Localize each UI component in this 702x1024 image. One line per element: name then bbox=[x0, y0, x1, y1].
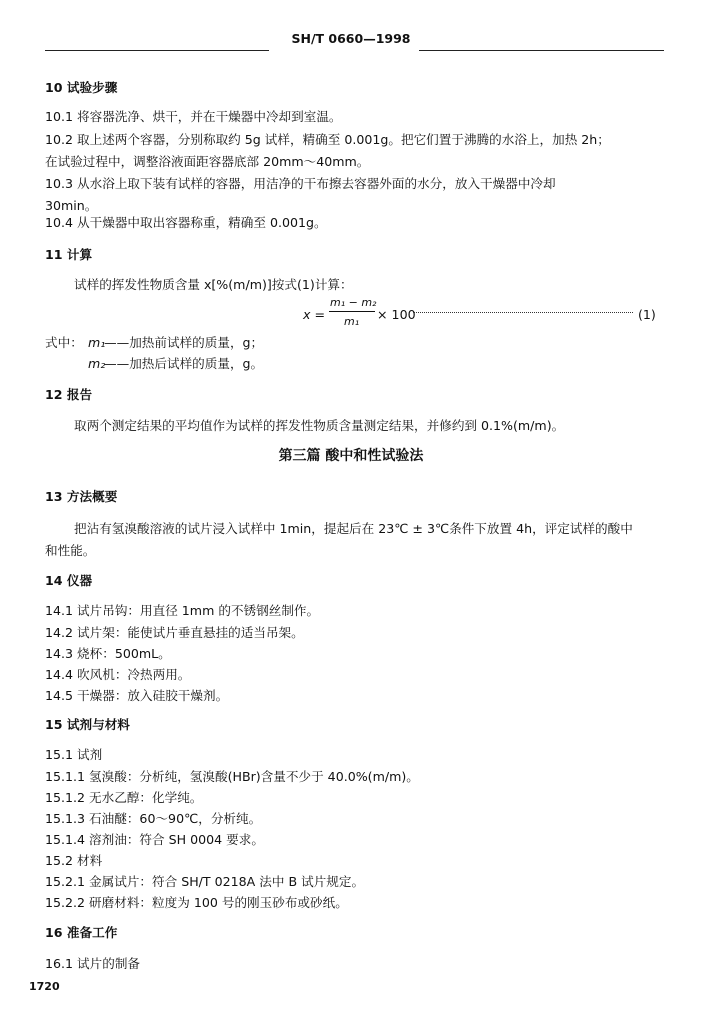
formula-times-100: × 100 bbox=[377, 307, 416, 322]
clause-14-5: 14.5 干燥器：放入硅胶干燥剂。 bbox=[45, 688, 229, 703]
clause-14-1: 14.1 试片吊钩：用直径 1mm 的不锈钢丝制作。 bbox=[45, 603, 320, 618]
fraction-bar bbox=[329, 311, 375, 312]
clause-10-3-line2: 30min。 bbox=[45, 198, 98, 213]
header-rule-right bbox=[419, 50, 664, 51]
method-summary-line1: 把沾有氢溴酸溶液的试片浸入试样中 1min，提起后在 23℃ ± 3℃条件下放置 4h，评定试样的酸中 bbox=[74, 521, 633, 536]
formula-leader-dots bbox=[413, 312, 633, 313]
part-3-title: 第三篇 酸中和性试验法 bbox=[278, 448, 424, 464]
clause-15-1-2: 15.1.2 无水乙醇：化学纯。 bbox=[45, 790, 203, 805]
clause-16-1: 16.1 试片的制备 bbox=[45, 956, 141, 971]
section-10-heading: 10 试验步骤 bbox=[45, 80, 118, 95]
clause-15-1-4: 15.1.4 溶剂油：符合 SH 0004 要求。 bbox=[45, 832, 264, 847]
formula-number: (1) bbox=[638, 307, 656, 322]
clause-15-1-3: 15.1.3 石油醚：60～90℃，分析纯。 bbox=[45, 811, 262, 826]
clause-10-2-line2: 在试验过程中，调整浴液面距容器底部 20mm～40mm。 bbox=[45, 154, 370, 169]
clause-15-1-1: 15.1.1 氢溴酸：分析纯，氢溴酸(HBr)含量不少于 40.0%(m/m)。 bbox=[45, 769, 419, 784]
clause-14-4: 14.4 吹风机：冷热两用。 bbox=[45, 667, 191, 682]
method-summary-line2: 和性能。 bbox=[45, 543, 96, 558]
clause-14-2: 14.2 试片架：能使试片垂直悬挂的适当吊架。 bbox=[45, 625, 304, 640]
clause-15-2-1: 15.2.1 金属试片：符合 SH/T 0218A 法中 B 试片规定。 bbox=[45, 874, 365, 889]
page-number: 1720 bbox=[29, 980, 60, 993]
clause-15-2: 15.2 材料 bbox=[45, 853, 103, 868]
section-16-heading: 16 准备工作 bbox=[45, 925, 118, 940]
section-11-heading: 11 计算 bbox=[45, 247, 93, 262]
clause-10-3-line1: 10.3 从水浴上取下装有试样的容器，用洁净的干布擦去容器外面的水分，放入干燥器中冷却 bbox=[45, 176, 556, 191]
report-text: 取两个测定结果的平均值作为试样的挥发性物质含量测定结果，并修约到 0.1%(m/m)。 bbox=[74, 418, 565, 433]
clause-15-1: 15.1 试剂 bbox=[45, 747, 103, 762]
clause-14-3: 14.3 烧杯：500mL。 bbox=[45, 646, 171, 661]
m1-description: ——加热前试样的质量，g； bbox=[104, 335, 264, 350]
section-14-heading: 14 仪器 bbox=[45, 573, 93, 588]
section-12-heading: 12 报告 bbox=[45, 387, 93, 402]
symbol-m1: m₁ bbox=[88, 335, 106, 350]
symbol-m2: m₂ bbox=[88, 356, 106, 371]
section-15-heading: 15 试剂与材料 bbox=[45, 717, 130, 732]
clause-10-4: 10.4 从干燥器中取出容器称重，精确至 0.001g。 bbox=[45, 215, 327, 230]
where-prefix: 式中： bbox=[45, 335, 83, 350]
formula-denominator: m₁ bbox=[344, 315, 360, 328]
clause-10-1: 10.1 将容器洗净、烘干，并在干燥器中冷却到室温。 bbox=[45, 109, 342, 124]
formula-lhs: x = bbox=[303, 307, 326, 322]
clause-15-2-2: 15.2.2 研磨材料：粒度为 100 号的刚玉砂布或砂纸。 bbox=[45, 895, 348, 910]
calculation-intro: 试样的挥发性物质含量 x[%(m/m)]按式(1)计算： bbox=[74, 277, 353, 292]
m2-description: ——加热后试样的质量，g。 bbox=[104, 356, 264, 371]
header-rule-left bbox=[45, 50, 269, 51]
section-13-heading: 13 方法概要 bbox=[45, 489, 118, 504]
clause-10-2-line1: 10.2 取上述两个容器，分别称取约 5g 试样，精确至 0.001g。把它们置于沸腾的水浴上，加热 2h； bbox=[45, 132, 610, 147]
formula-numerator: m₁ − m₂ bbox=[330, 296, 377, 309]
standard-code-header: SH/T 0660—1998 bbox=[291, 31, 411, 46]
